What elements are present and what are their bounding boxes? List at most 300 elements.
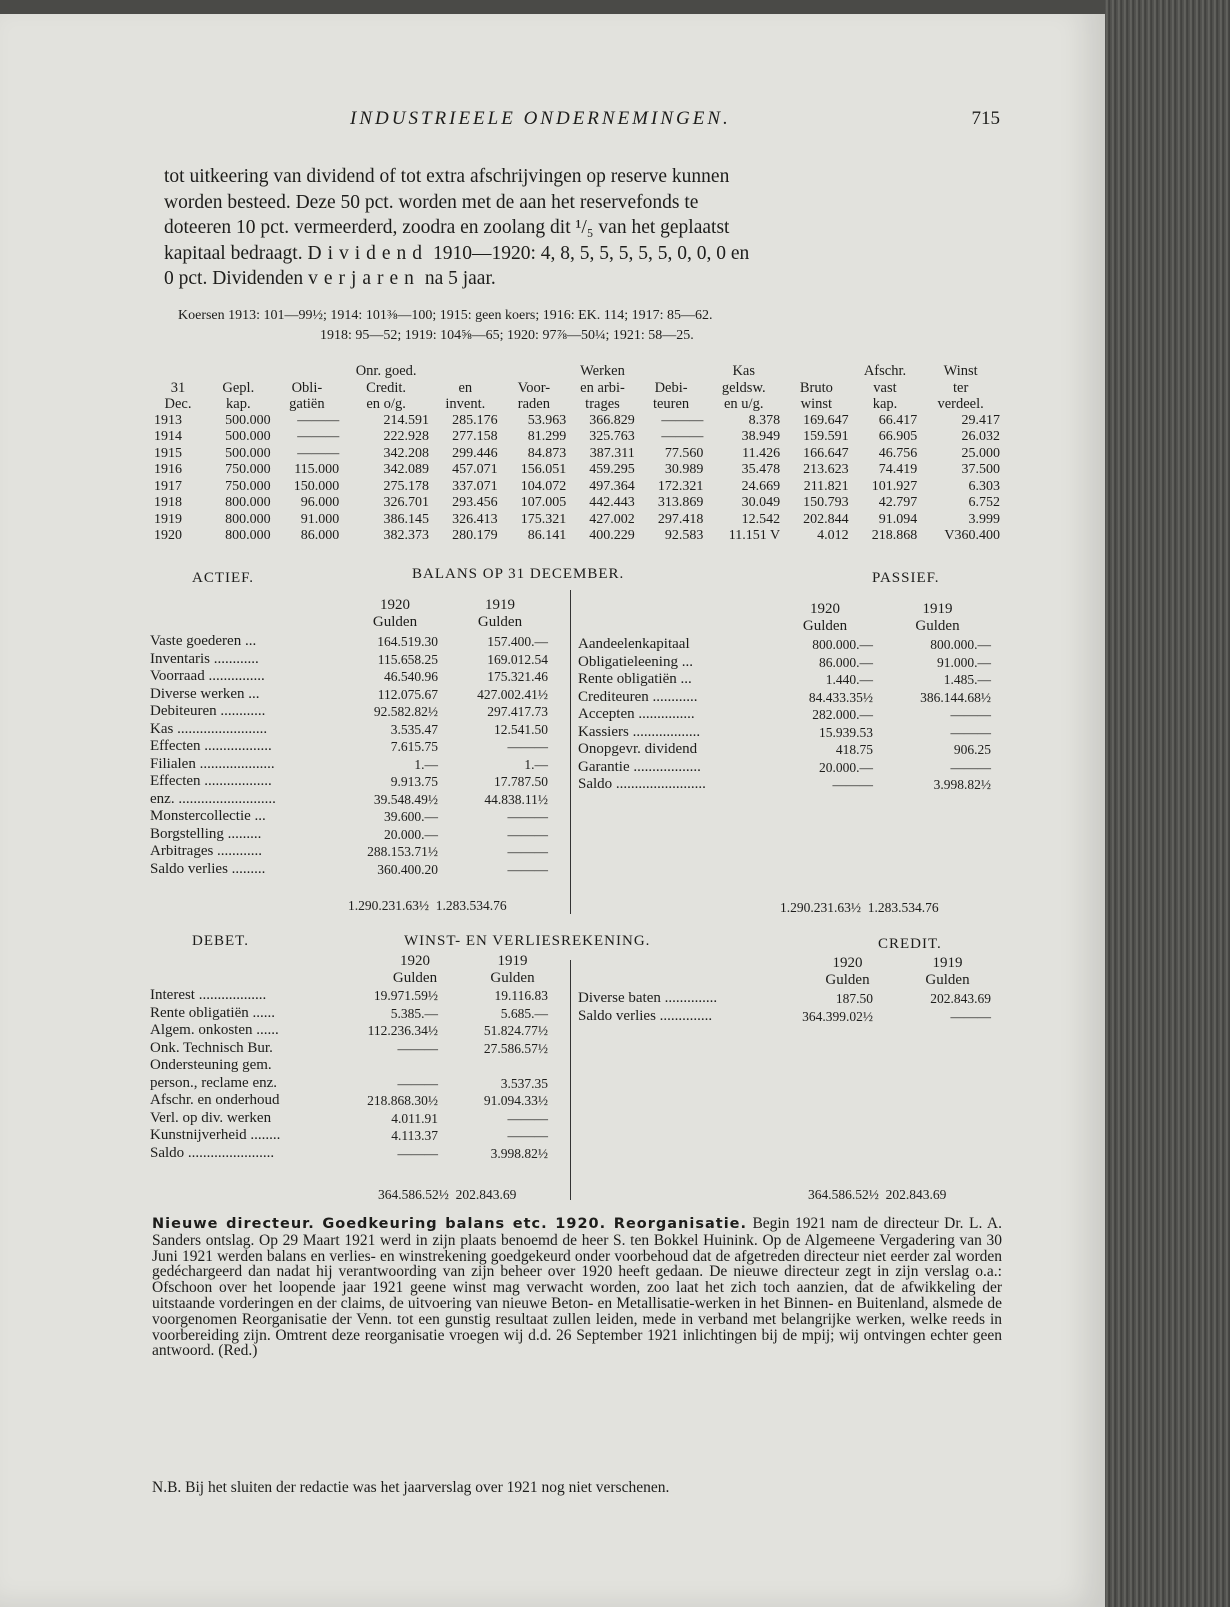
scan-edge	[0, 0, 1105, 14]
table-row	[152, 429, 1002, 446]
value-cell: 30.989	[664, 462, 704, 477]
value-cell: 750.000	[225, 478, 271, 494]
list-item	[150, 808, 575, 826]
header-cell: Credit.	[366, 379, 407, 396]
value-cell: 11.151 V	[728, 528, 781, 543]
value-1920: 39.548.49½	[373, 791, 438, 807]
value-cell: 299.446	[452, 445, 498, 461]
header-cell: Debi-	[654, 379, 688, 396]
item-label: Saldo .......................	[150, 1144, 275, 1161]
value-cell: 53.963	[527, 412, 567, 428]
value-1919: 157.400.—	[487, 634, 548, 649]
value-cell: 35.478	[741, 462, 781, 477]
value-cell: 202.844	[803, 511, 849, 527]
value-1919: ———	[950, 1008, 991, 1024]
intro-line: doteeren 10 pct. vermeerderd, zoodra en zoolang dit ¹/₅ van het geplaatst	[164, 217, 730, 238]
item-label: Borgstelling .........	[150, 825, 262, 842]
passief-list	[578, 636, 998, 794]
list-item	[150, 668, 575, 686]
list-item	[150, 1075, 570, 1093]
value-cell: 366.829	[589, 412, 635, 428]
value-1919: 17.787.50	[494, 774, 548, 789]
value-1919: 202.843.69	[930, 991, 991, 1006]
header-cell: raden	[517, 396, 550, 412]
intro-line	[164, 266, 1002, 292]
value-cell: 26.032	[961, 429, 1000, 444]
value-cell: 500.000	[225, 412, 271, 428]
value-cell: 325.763	[589, 429, 635, 444]
value-cell: 800.000	[225, 528, 271, 543]
year-cell: 1913	[154, 412, 182, 428]
actief-column-units	[350, 614, 560, 631]
value-cell: 101.927	[871, 478, 918, 494]
value-1919: ———	[507, 1110, 548, 1126]
value-1920: 7.615.75	[390, 739, 438, 754]
year-label: 1920	[810, 601, 840, 617]
value-1920: 19.971.59½	[373, 988, 438, 1003]
debet-totals	[378, 1187, 516, 1203]
value-1920: 164.519.30	[377, 634, 438, 649]
value-cell: 12.542	[741, 511, 781, 527]
table-row	[152, 495, 1002, 512]
list-item	[578, 654, 998, 672]
list-item	[150, 1005, 570, 1023]
passief-title: PASSIEF.	[872, 570, 940, 586]
header-cell	[637, 363, 706, 380]
item-label: Kunstnijverheid ........	[150, 1127, 281, 1143]
value-cell: 77.560	[664, 445, 704, 461]
value-cell: 91.000	[300, 511, 340, 527]
value-cell: 104.072	[520, 478, 567, 494]
table-row	[152, 512, 1002, 529]
list-item	[150, 987, 570, 1005]
unit-label: Gulden	[490, 970, 535, 986]
passief-column-units	[775, 618, 1000, 635]
list-item	[150, 826, 575, 844]
header-cell: gatiën	[289, 396, 325, 412]
header-cell: Gepl.	[222, 379, 255, 396]
table-header-row	[152, 396, 1002, 413]
value-cell: V360.400	[944, 528, 1000, 543]
header-cell: Dec.	[164, 396, 192, 412]
balans-title: BALANS OP 31 DECEMBER.	[412, 566, 625, 582]
value-1920: 187.50	[835, 991, 873, 1006]
item-label: Verl. op div. werken	[150, 1109, 272, 1126]
list-item	[150, 686, 575, 704]
value-cell: 214.591	[383, 412, 429, 428]
actief-list	[150, 633, 575, 878]
list-item	[150, 773, 575, 791]
section-heading: Nieuwe directeur. Goedkeuring balans etc. 1920. Reorganisatie.	[152, 1216, 748, 1232]
total-1920: 364.586.52½	[808, 1187, 879, 1202]
debet-title: DEBET.	[192, 933, 249, 949]
item-label: enz. ..........................	[150, 790, 276, 807]
value-1920: 4.113.37	[391, 1128, 438, 1143]
credit-title: CREDIT.	[878, 936, 942, 952]
value-cell: 800.000	[225, 511, 271, 527]
value-1920: ———	[832, 777, 873, 792]
table-header-row	[152, 363, 1002, 380]
list-item	[578, 724, 998, 742]
list-item	[150, 1022, 570, 1040]
list-item	[578, 689, 998, 707]
value-1920: 418.75	[835, 742, 873, 757]
value-1919: 1.—	[524, 756, 548, 772]
header-cell: vast	[873, 379, 897, 396]
value-1920: 20.000.—	[819, 759, 873, 775]
unit-label: Gulden	[802, 618, 848, 634]
header-cell: kap.	[872, 396, 898, 412]
list-item	[578, 759, 998, 777]
header-cell: en	[458, 379, 473, 396]
list-item	[150, 843, 575, 861]
header-cell: 31	[170, 379, 186, 396]
header-cell: Onr. goed.	[355, 363, 417, 379]
value-1919: ———	[507, 739, 548, 754]
value-1920: 800.000.—	[812, 637, 873, 652]
value-cell: 84.873	[527, 445, 567, 461]
value-1920: 360.400.20	[377, 861, 438, 877]
value-cell: 29.417	[961, 412, 1000, 428]
credit-column-units	[800, 972, 1000, 989]
value-cell: ———	[297, 412, 340, 428]
value-cell: 427.002	[589, 511, 635, 527]
item-label: Effecten ..................	[150, 738, 272, 754]
year-label: 1919	[485, 597, 515, 613]
item-label: Afschr. en onderhoud	[150, 1092, 280, 1108]
actief-column-years	[350, 597, 560, 614]
item-label: Rente obligatiën ...	[578, 671, 692, 687]
actief-title: ACTIEF.	[192, 570, 255, 586]
list-item	[150, 703, 575, 721]
intro-text: na 5 jaar.	[424, 268, 496, 289]
dividend-word: Dividend	[307, 242, 429, 264]
year-cell: 1919	[154, 511, 182, 527]
total-1920: 1.290.231.63½	[780, 900, 861, 915]
item-label: Kassiers ..................	[578, 723, 701, 740]
running-title: INDUSTRIEELE ONDERNEMINGEN.	[350, 108, 731, 129]
value-1920: 112.236.34½	[367, 1023, 438, 1038]
value-1920: 46.540.96	[384, 669, 438, 684]
item-label: Filialen ....................	[150, 755, 275, 772]
value-1920: ———	[397, 1145, 438, 1161]
body-text: Begin 1921 nam de directeur Dr. L. A. Sanders ontslag. Op 29 Maart 1921 werd in zijn plaats benoemd de heer S. ten Bokkel Huinink. Op de Algemeene Vergadering van 30 Juni 1921 werden balans en verlies- en winstrekening goedgekeurd onder voorbehoud dat de afgetreden directeur niet eerder zal worden gedéchargeerd dan nadat hij verantwoording van zijn beheer over 1920 heeft gedaan. De nieuwe directeur zegt in zijn verslag o.a.: Ofschoon over het loopende jaar 1921 geene winst mag verwacht worden, zoo laat het zich toch aanzien, dat de afwikkeling der uitstaande vorderingen en der claims, de uitvoering van nieuwe Beton- en Metallisatie-werken in het Binnen- en Buitenland, alsmede de voorgenomen Reorganisatie der Venn. tot een gunstig resultaat zullen leiden, mede in verband met belangrijke werken, welke reeds in voorbereiding zijn. Omtrent deze reorganisatie vroegen wij d.d. 26 September 1921 inlichtingen bij de mpij; wij ontvingen echter geen antwoord. (Red.)	[152, 1215, 1002, 1360]
value-cell: 159.591	[803, 429, 849, 444]
value-cell: 81.299	[527, 429, 567, 444]
value-1919: ———	[950, 724, 991, 740]
value-cell: 86.141	[527, 528, 567, 543]
value-1919: 386.144.68½	[920, 689, 991, 705]
value-1920: 84.433.35½	[808, 689, 873, 705]
header-cell: Winst	[943, 363, 978, 379]
value-cell: 275.178	[383, 478, 429, 494]
list-item	[578, 671, 998, 689]
list-item	[578, 1008, 998, 1026]
value-1919: 44.838.11½	[484, 791, 548, 807]
list-item	[150, 738, 575, 756]
value-1919: 169.012.54	[487, 651, 548, 667]
item-label: Diverse baten ..............	[578, 990, 718, 1006]
value-cell: ———	[661, 412, 704, 428]
value-1919: 1.485.—	[943, 672, 991, 687]
value-cell: 4.012	[817, 528, 849, 543]
debet-column-units	[370, 970, 565, 987]
value-cell: 91.094	[878, 511, 918, 527]
value-cell: ———	[297, 429, 340, 444]
value-1919: 906.25	[953, 742, 991, 757]
list-item	[578, 776, 998, 794]
value-1919: 800.000.—	[930, 637, 991, 652]
unit-label: Gulden	[477, 614, 523, 630]
header-cell: en arbi-	[580, 379, 625, 396]
credit-column-years	[800, 955, 1000, 972]
value-cell: 8.378	[748, 412, 781, 428]
reorganisation-paragraph	[152, 1216, 1002, 1359]
value-cell: 150.000	[293, 478, 340, 494]
year-cell: 1918	[154, 495, 182, 510]
year-cell: 1920	[154, 528, 182, 543]
value-1920: 288.153.71½	[367, 844, 438, 859]
value-cell: 213.623	[803, 462, 849, 477]
header-cell: winst	[800, 396, 833, 412]
header-cell: invent.	[445, 396, 486, 412]
nb-note: N.B. Bij het sluiten der redactie was het jaarverslag over 1921 nog niet verschenen.	[152, 1479, 670, 1496]
value-1919: ———	[950, 707, 991, 722]
intro-line: worden besteed. Deze 50 pct. worden met de aan het reservefonds te	[164, 191, 699, 213]
value-1920: ———	[397, 1040, 438, 1056]
value-1920: 364.399.02½	[802, 1008, 873, 1024]
value-1919: 12.541.50	[494, 721, 548, 737]
value-cell: 280.179	[452, 528, 498, 543]
value-cell: 6.752	[968, 495, 1000, 510]
value-1920: 4.011.91	[391, 1110, 438, 1126]
value-1920: ———	[397, 1075, 438, 1091]
item-label: Onk. Technisch Bur.	[150, 1039, 273, 1056]
value-1919: 91.000.—	[937, 654, 991, 670]
list-item	[150, 1127, 570, 1145]
value-cell: 400.229	[589, 528, 635, 543]
passief-column-years	[775, 601, 1000, 618]
value-cell: 38.949	[741, 429, 781, 444]
value-1920: 9.913.75	[390, 774, 438, 789]
item-label: Monstercollectie ...	[150, 808, 266, 824]
value-1919: ———	[507, 809, 548, 824]
list-item	[150, 1092, 570, 1110]
table-row	[152, 528, 1002, 545]
total-1919: 202.843.69	[455, 1187, 517, 1202]
item-label: Accepten ...............	[578, 706, 695, 722]
value-cell: 297.418	[657, 511, 704, 527]
header-cell: Voor-	[517, 379, 551, 396]
list-item	[578, 990, 998, 1008]
item-label: Effecten ..................	[150, 773, 272, 789]
list-item	[150, 861, 575, 879]
unit-label: Gulden	[392, 970, 438, 986]
header-cell: verdeel.	[937, 396, 984, 412]
item-label: Ondersteuning gem.	[150, 1057, 272, 1073]
value-cell: 66.417	[878, 412, 918, 428]
value-cell: 37.500	[961, 462, 1000, 477]
value-cell: 92.583	[664, 528, 704, 543]
value-cell: 175.321	[520, 511, 567, 527]
value-cell: 277.158	[452, 429, 498, 444]
koersen-line: Koersen 1913: 101—99½; 1914: 101⅜—100; 1915: geen koers; 1916: EK. 114; 1917: 85—62.	[178, 308, 713, 323]
value-cell: 25.000	[961, 445, 1000, 461]
value-1920: 218.868.30½	[367, 1093, 438, 1108]
value-1920: 3.535.47	[390, 721, 438, 737]
value-1919: ———	[507, 844, 548, 859]
header-cell: en u/g.	[723, 396, 764, 412]
item-label: Algem. onkosten ......	[150, 1022, 279, 1038]
koersen-line: 1918: 95—52; 1919: 104⅝—65; 1920: 97⅞—50¼; 1921: 58—25.	[320, 328, 694, 343]
list-item	[150, 756, 575, 774]
value-cell: 211.821	[803, 478, 849, 494]
header-cell: Kas	[732, 363, 755, 379]
item-label: Interest ..................	[150, 987, 267, 1003]
value-1919: 297.417.73	[487, 704, 548, 719]
value-cell: 326.413	[452, 511, 498, 527]
value-cell: 459.295	[589, 462, 635, 477]
total-1920: 1.290.231.63½	[348, 898, 429, 913]
value-1920: 5.385.—	[390, 1005, 438, 1021]
table-row	[152, 479, 1002, 496]
intro-paragraph	[164, 164, 1002, 292]
header-cell	[204, 363, 273, 380]
value-cell: 218.868	[871, 528, 918, 543]
item-label: Debiteuren ............	[150, 703, 266, 719]
unit-label: Gulden	[925, 972, 970, 988]
value-1919: 27.586.57½	[483, 1040, 548, 1056]
header-cell: teuren	[652, 396, 690, 412]
unit-label: Gulden	[825, 972, 870, 988]
value-1919: 3.998.82½	[933, 777, 991, 792]
value-cell: 107.005	[520, 495, 567, 510]
winst-divider	[570, 960, 571, 1200]
total-1919: 1.283.534.76	[435, 898, 507, 913]
item-label: Rente obligatiën ......	[150, 1004, 275, 1021]
page-number: 715	[971, 108, 1000, 129]
value-1920: 86.000.—	[819, 654, 873, 670]
value-cell: 3.999	[968, 511, 1000, 527]
value-cell: 750.000	[225, 462, 271, 477]
value-cell: 500.000	[225, 445, 271, 461]
item-label: Saldo verlies .........	[150, 860, 266, 877]
year-cell: 1916	[154, 462, 182, 477]
financial-history-table	[152, 363, 1002, 545]
list-item	[150, 651, 575, 669]
value-1919	[438, 1057, 548, 1075]
intro-line	[164, 241, 1002, 267]
header-cell	[273, 363, 342, 380]
value-1920: 115.658.25	[377, 651, 438, 667]
credit-totals	[808, 1187, 946, 1203]
year-label: 1919	[932, 955, 963, 971]
value-cell: 24.669	[741, 478, 781, 494]
item-label: Onopgevr. dividend	[578, 741, 698, 757]
value-cell: 150.793	[803, 495, 849, 510]
list-item	[150, 1110, 570, 1128]
value-1919: ———	[507, 861, 548, 877]
header-cell	[782, 363, 851, 380]
page-header	[150, 108, 1000, 134]
unit-label: Gulden	[372, 614, 418, 630]
value-cell: ———	[297, 445, 340, 461]
value-1919: 5.685.—	[500, 1005, 548, 1021]
value-cell: 457.071	[452, 462, 498, 477]
value-1919: 91.094.33½	[483, 1093, 548, 1108]
value-1919: 175.321.46	[487, 669, 548, 684]
value-cell: 11.426	[742, 445, 781, 461]
list-item	[578, 636, 998, 654]
item-label: Inventaris ............	[150, 650, 259, 667]
value-cell: 74.419	[878, 462, 918, 477]
credit-list	[578, 990, 998, 1025]
value-cell: 313.869	[657, 495, 704, 510]
value-cell: 172.321	[657, 478, 704, 494]
value-cell: 6.303	[968, 478, 1000, 494]
total-1919: 202.843.69	[885, 1187, 947, 1202]
header-cell: Obli-	[291, 379, 323, 396]
list-item	[150, 721, 575, 739]
total-1920: 364.586.52½	[378, 1187, 449, 1202]
value-cell: 30.049	[741, 495, 781, 510]
year-label: 1919	[922, 601, 953, 617]
value-1919: 427.002.41½	[477, 686, 548, 702]
value-1920: 92.582.82½	[373, 704, 438, 719]
value-cell: 497.364	[589, 478, 635, 494]
value-cell: 156.051	[520, 462, 567, 477]
list-item	[150, 1145, 570, 1163]
item-label: Diverse werken ...	[150, 685, 260, 702]
value-cell: 96.000	[300, 495, 340, 510]
header-cell: ter	[952, 379, 969, 396]
list-item	[150, 1040, 570, 1058]
value-1919: ———	[950, 759, 991, 775]
value-1920: 112.075.67	[377, 686, 438, 702]
value-cell: 500.000	[225, 429, 271, 444]
value-1919: 51.824.77½	[483, 1023, 548, 1038]
item-label: Saldo verlies ..............	[578, 1007, 713, 1024]
list-item	[150, 791, 575, 809]
header-cell	[500, 363, 569, 380]
table-row	[152, 446, 1002, 463]
year-label: 1919	[497, 953, 528, 969]
passief-totals	[780, 900, 939, 916]
value-cell: 342.089	[383, 462, 429, 477]
year-label: 1920	[380, 597, 410, 613]
list-item	[150, 633, 575, 651]
header-cell: Werken	[580, 363, 625, 379]
intro-text: 0 pct. Dividenden	[164, 268, 304, 289]
value-1920: 39.600.—	[384, 809, 438, 824]
koersen-block	[178, 306, 998, 346]
item-label: Crediteuren ............	[578, 688, 698, 705]
value-cell: 326.701	[383, 495, 429, 510]
value-1920: 1.440.—	[825, 672, 873, 687]
book-binding	[1105, 0, 1230, 1607]
value-1919: ———	[507, 1128, 548, 1143]
year-cell: 1915	[154, 445, 182, 461]
value-cell: 382.373	[383, 528, 429, 543]
value-1919: 3.998.82½	[490, 1145, 548, 1161]
value-cell: 293.456	[452, 495, 498, 510]
value-1920	[348, 1057, 438, 1075]
value-cell: ———	[661, 429, 704, 444]
list-item	[150, 1057, 570, 1075]
value-cell: 285.176	[452, 412, 498, 428]
year-cell: 1917	[154, 478, 182, 494]
value-1920: 282.000.—	[812, 707, 873, 722]
